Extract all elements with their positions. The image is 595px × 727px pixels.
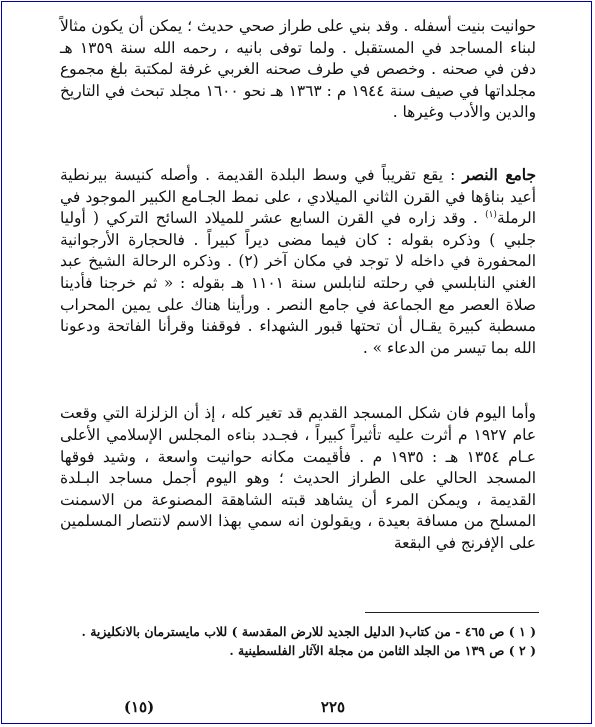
paragraph-1 bbox=[60, 16, 536, 124]
document-body bbox=[60, 16, 536, 554]
paragraph-2-text-a: : يقع تقريباً في وسط البلدة القديمة . وأصله كنيسة بيرنطية أعيد بناؤها في القرن الثاني الميلادي ، على نمط الجـامع الكبير الموجود في الرملة bbox=[60, 165, 536, 228]
page-footer bbox=[60, 698, 536, 718]
paragraph-3-text: وأما اليوم فان شكل المسجد القديم قد تغير كله ، إذ أن الزلزلة التي وقعت عام ١٩٢٧ م أثرت عليه تأثيراً كبيراً ، فجـدد بناءه المجلس الإسلامي الأعلى عـام ١٣٥٤ هـ : ١٩٣٥ م . فأقيمت مكانه حوانيت واسعة ، وشيد فوقها المسجد الحالي على الطراز الحديث ؛ وهو اليوم أجمل مساجد البـلدة القديمة ، ويمكن المرء أن يشاهد قبته الشاهقة المصنوعة من الاسمنت المسلح من مسافة بعيدة ، ويقولون انه سمي بهذا الاسم لانتصار المسلمين على الإفرنج في البقعة bbox=[60, 404, 537, 552]
section-heading-jami-al-nasr: جامع النصر bbox=[462, 165, 536, 184]
paragraph-2-text-b: . وقد زاره في القرن السابع عشر للميلاد السائح التركي ( أوليا جلبي ) وذكره بقوله : كان فيما مضى ديراً كبيراً . فالحجارة الأرجوانية المحفورة في داخله لا توجد في مكان آخر (٢) . وذكره الرحالة الشيخ عبد الغني النابلسي في رحلته لنابلس سنة ١١٠١ هـ بقوله : « ثم خرجنا فأدينا صلاة العصر مع الجماعة في جامع النصر . ورأينا هناك على يمين المحراب مسطبة كبيرة يقـال أن تحتها قبور الشهداء . فوقفنا وقرأنا الفاتحة ودعونا الله بما تيسر من الدعاء » . bbox=[60, 209, 536, 357]
paragraph-2 bbox=[60, 165, 536, 359]
footnote-ref-1[interactable]: (١) bbox=[485, 210, 497, 221]
page-number: ٢٢٥ bbox=[320, 698, 346, 716]
chapter-number: (١٥) bbox=[123, 698, 155, 716]
footnote-divider bbox=[365, 612, 539, 613]
paragraph-3 bbox=[60, 403, 536, 554]
footnotes bbox=[60, 622, 536, 660]
footnote-1: ( ١ ) ص ٤٦٥ - من كتاب( الدليل الجديد للارض المقدسة ) للاب مايسترمان بالانكليزية . bbox=[81, 624, 536, 639]
footnote-2: ( ٢ ) ص ١٣٩ من الجلد الثامن من مجلة الآثار الفلسطينية . bbox=[229, 643, 536, 658]
paragraph-1-text: حوانيت بنيت أسفله . وقد بني على طراز صحي حديث ؛ يمكن أن يكون مثالاً لبناء المساجد في المستقبل . ولما توفى بانيه ، رحمه الله سنة ١٣٥٩ هـ دفن في صحنه . وخصص في طرف صحنه الغربي غرفة لمكتبة بلغ مجموع مجلداتها في صيف سنة ١٩٤٤ م : ١٣٦٣ هـ نحو ١٦٠٠ مجلد تبحث في التاريخ والدين والأدب وغيرها . bbox=[60, 17, 536, 122]
